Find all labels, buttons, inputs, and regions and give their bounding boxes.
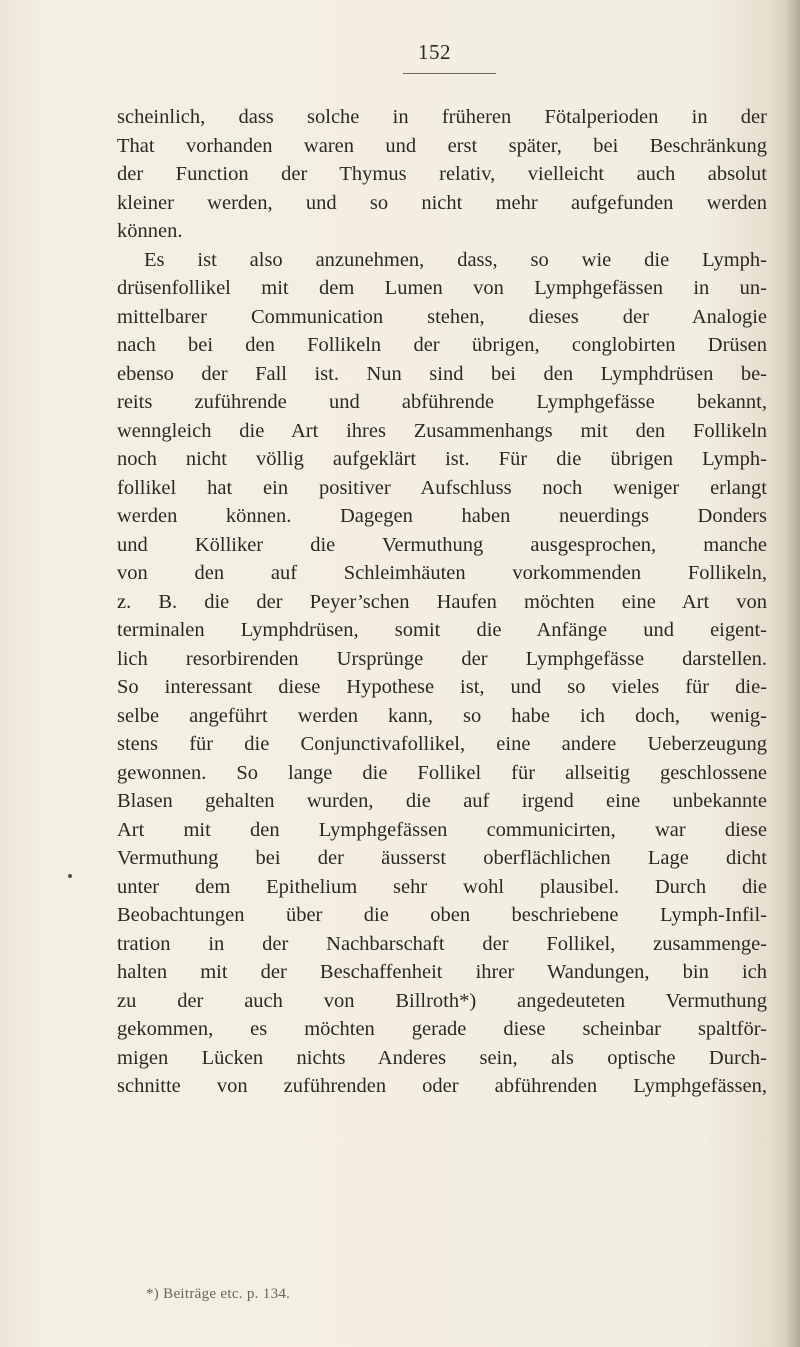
text-line: scheinlich, dass solche in früheren Fötalperioden in der xyxy=(117,106,767,128)
text-line: reits zuführende und abführende Lymphgefässe bekannt, xyxy=(117,391,767,413)
text-line: Blasen gehalten wurden, die auf irgend eine unbekannte xyxy=(117,790,767,812)
text-line: ebenso der Fall ist. Nun sind bei den Lymphdrüsen be- xyxy=(117,362,767,385)
text-line: halten mit der Beschaffenheit ihrer Wandungen, bin ich xyxy=(117,961,767,983)
text-line: kleiner werden, und so nicht mehr aufgefunden werden xyxy=(117,191,767,214)
text-line: von den auf Schleimhäuten vorkommenden Follikeln, xyxy=(117,562,767,584)
text-line: Art mit den Lymphgefässen communicirten, war diese xyxy=(117,818,767,841)
text-line: selbe angeführt werden kann, so habe ich doch, wenig- xyxy=(117,704,767,727)
text-line: follikel hat ein positiver Aufschluss noch weniger erlangt xyxy=(117,476,767,499)
text-line: zu der auch von Billroth*) angedeuteten Vermuthung xyxy=(117,989,767,1012)
text-line: z. B. die der Peyer’schen Haufen möchten eine Art von xyxy=(117,590,767,613)
text-line: tration in der Nachbarschaft der Follikel, zusammenge- xyxy=(117,932,767,955)
text-line: Beobachtungen über die oben beschriebene Lymph-Infil- xyxy=(117,904,767,926)
text-line: lich resorbirenden Ursprünge der Lymphgefässe darstellen. xyxy=(117,647,767,670)
ink-speck xyxy=(68,874,72,878)
page-number-rule xyxy=(403,73,496,74)
text-line: drüsenfollikel mit dem Lumen von Lymphgefässen in un- xyxy=(117,277,767,299)
text-line: der Function der Thymus relativ, vielleicht auch absolut xyxy=(117,163,767,185)
text-line: terminalen Lymphdrüsen, somit die Anfänge und eigent- xyxy=(117,619,767,641)
page-number: 152 xyxy=(418,40,451,64)
text-line: Vermuthung bei der äusserst oberflächlichen Lage dicht xyxy=(117,847,767,869)
text-line: nach bei den Follikeln der übrigen, conglobirten Drüsen xyxy=(117,334,767,356)
text-line: schnitte von zuführenden oder abführenden Lymphgefässen, xyxy=(117,1075,767,1097)
page-spine-shadow xyxy=(786,0,800,1347)
text-line: stens für die Conjunctivafollikel, eine andere Ueberzeugung xyxy=(117,733,767,755)
text-line: That vorhanden waren und erst später, bei Beschränkung xyxy=(117,134,767,157)
text-line: mittelbarer Communication stehen, dieses der Analogie xyxy=(117,305,767,328)
text-line: wenngleich die Art ihres Zusammenhangs mit den Follikeln xyxy=(117,419,767,442)
text-line: werden können. Dagegen haben neuerdings Donders xyxy=(117,505,767,527)
text-line: unter dem Epithelium sehr wohl plausibel. Durch die xyxy=(117,875,767,898)
text-line: und Kölliker die Vermuthung ausgesprochen, manche xyxy=(117,533,767,556)
text-line: noch nicht völlig aufgeklärt ist. Für die übrigen Lymph- xyxy=(117,448,767,470)
text-line: migen Lücken nichts Anderes sein, als optische Durch- xyxy=(117,1046,767,1069)
footnote: *) Beiträge etc. p. 134. xyxy=(146,1286,291,1302)
text-line: gekommen, es möchten gerade diese scheinbar spaltför- xyxy=(117,1018,767,1040)
text-line: Es ist also anzunehmen, dass, so wie die Lymph- xyxy=(144,248,767,271)
text-line: So interessant diese Hypothese ist, und so vieles für die- xyxy=(117,676,767,698)
text-line: können. xyxy=(117,220,183,242)
text-line: gewonnen. So lange die Follikel für allseitig geschlossene xyxy=(117,761,767,784)
body-text xyxy=(117,103,767,1101)
